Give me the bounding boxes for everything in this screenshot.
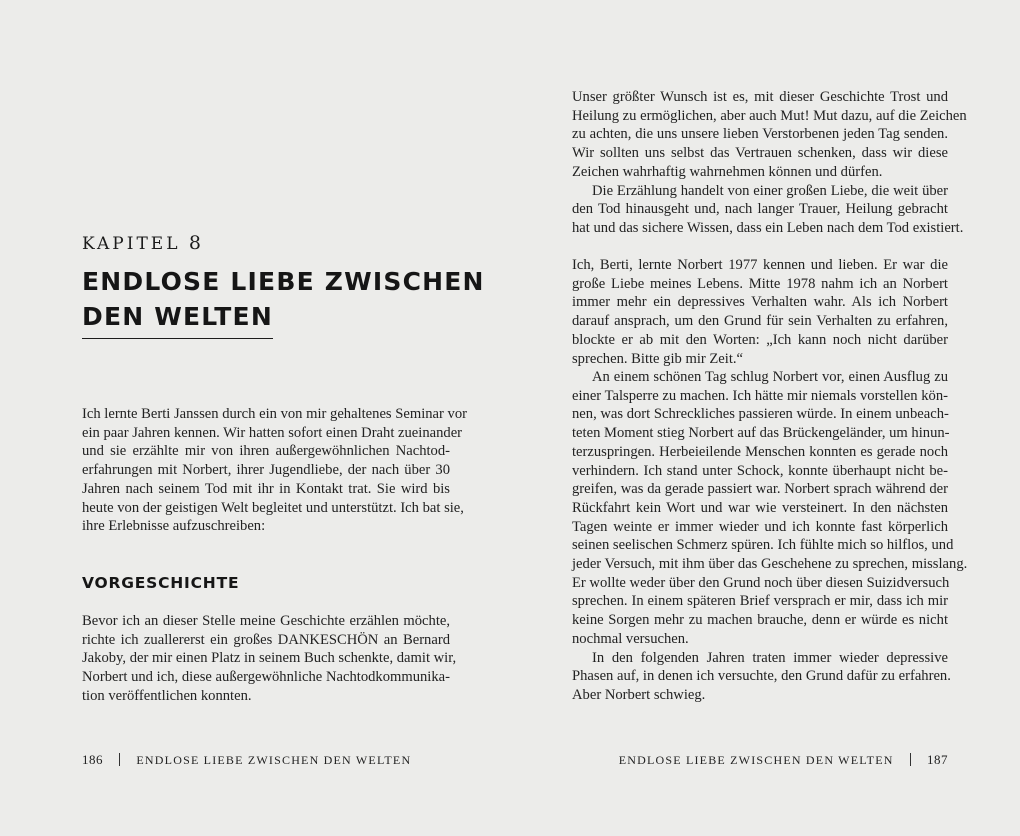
text-line: richte ich zuallererst ein großes DANKESCHÖN an Bernard xyxy=(82,631,450,648)
text-line: Zeichen wahrhaftig wahrnehmen können und dürfen. xyxy=(572,163,883,180)
text-line: Jakoby, der mir einen Platz in seinem Buch schenkte, damit wir, xyxy=(82,650,457,667)
text-line: Die Erzählung handelt von einer großen Liebe, die weit über xyxy=(592,182,948,199)
right-paragraph-4 xyxy=(572,368,968,649)
text-line: Phasen auf, in denen ich versuchte, den Grund dafür zu erfahren. xyxy=(572,668,951,685)
right-paragraph-1 xyxy=(572,88,967,182)
text-line: keine Sorgen mehr zu machen brauche, denn er würde es nicht xyxy=(572,612,948,629)
text-line: terzuspringen. Herbeieilende Menschen konnten es gerade noch xyxy=(572,443,948,460)
text-line: und sie erzählte mir von ihren außergewöhnlichen Nachtod- xyxy=(82,443,450,460)
text-line: Ich lernte Berti Janssen durch ein von mir gehaltenes Seminar vor xyxy=(82,406,467,422)
text-line: Jahren nach seinem Tod mit ihr in Kontakt trat. Sie wird bis xyxy=(82,480,450,497)
text-line: Ich, Berti, lernte Norbert 1977 kennen und lieben. Er war die xyxy=(572,257,948,273)
chapter-title-line1: ENDLOSE LIEBE ZWISCHEN xyxy=(82,267,485,296)
intro-paragraph xyxy=(82,405,467,536)
text-line: Norbert und ich, diese außergewöhnliche Nachtodkommunika- xyxy=(82,669,450,686)
text-line: den Tod hinausgeht und, nach langer Trauer, Heilung gebracht xyxy=(572,201,948,218)
page-number-left: 186 xyxy=(82,752,103,767)
text-line: tion veröffentlichen konnten. xyxy=(82,687,252,704)
text-line: blockte er ab mit den Worten: „Ich kann noch nicht darüber xyxy=(572,331,948,348)
right-paragraph-2 xyxy=(572,182,964,238)
text-line: große Liebe meines Lebens. Mitte 1978 nahm ich an Norbert xyxy=(572,275,948,292)
text-line: Tagen weinte er immer wieder und ich konnte fast körperlich xyxy=(572,518,948,535)
text-line: An einem schönen Tag schlug Norbert vor, einen Ausflug zu xyxy=(592,369,948,385)
running-title-left: ENDLOSE LIEBE ZWISCHEN DEN WELTEN xyxy=(136,753,412,767)
text-line: Rückfahrt kein Wort und war wie versteinert. In den nächsten xyxy=(572,499,948,516)
left-footer xyxy=(82,752,411,768)
right-paragraph-3 xyxy=(572,256,948,368)
text-line: hat und das sichere Wissen, dass ein Leben nach dem Tod existiert. xyxy=(572,219,964,236)
chapter-title-line2: DEN WELTEN xyxy=(82,299,273,339)
text-line: Aber Norbert schwieg. xyxy=(572,686,706,703)
chapter-label-text: KAPITEL xyxy=(82,234,181,254)
text-line: In den folgenden Jahren traten immer wieder depressive xyxy=(592,649,948,666)
text-line: Unser größter Wunsch ist es, mit dieser Geschichte Trost und xyxy=(572,89,948,105)
page-number-right: 187 xyxy=(927,752,948,767)
text-line: zu achten, die uns unsere lieben Verstorbenen jeden Tag senden. xyxy=(572,126,948,143)
text-line: seinen seelischen Schmerz spüren. Ich fühlte mich so hilflos, und xyxy=(572,537,954,554)
text-line: Wir sollten uns selbst das Vertrauen schenken, dass wir diese xyxy=(572,145,948,162)
text-line: greifen, was da gerade passiert war. Norbert sprach während der xyxy=(572,481,948,498)
footer-separator xyxy=(910,753,911,766)
section-heading: VORGESCHICHTE xyxy=(82,574,240,592)
text-line: sprechen. In einem späteren Brief versprach er mir, dass ich mir xyxy=(572,593,948,610)
text-line: immer mehr ein depressives Verhalten wahr. Als ich Norbert xyxy=(572,294,948,311)
running-title-right: ENDLOSE LIEBE ZWISCHEN DEN WELTEN xyxy=(618,753,894,767)
text-line: erfahrungen mit Norbert, ihrer Jugendliebe, der nach über 30 xyxy=(82,462,450,479)
text-line: ihre Erlebnisse aufzuschreiben: xyxy=(82,518,266,535)
text-line: jeder Versuch, mit ihm über das Geschehene zu sprechen, misslang. xyxy=(572,556,968,573)
text-line: darauf ansprach, um den Grund für sein Verhalten zu erfahren, xyxy=(572,313,948,330)
chapter-number: 8 xyxy=(188,232,201,254)
right-paragraph-5 xyxy=(572,649,951,705)
text-line: Er wollte weder über den Grund noch über diesen Suizidversuch xyxy=(572,574,950,591)
text-line: sprechen. Bitte gib mir Zeit.“ xyxy=(572,350,744,367)
text-line: heute von der geistigen Welt begleitet und unterstützt. Ich bat sie, xyxy=(82,499,464,516)
text-line: nen, was dort Schreckliches passieren würde. In einem unbeach- xyxy=(572,406,949,423)
section-paragraph xyxy=(82,612,457,706)
text-line: teten Moment stieg Norbert auf das Brückengeländer, um hinun- xyxy=(572,425,950,442)
right-page xyxy=(510,0,1020,836)
footer-separator xyxy=(119,753,120,766)
text-line: ein paar Jahren kennen. Wir hatten sofort einen Draht zueinander xyxy=(82,424,463,441)
chapter-title xyxy=(82,264,485,339)
text-line: nochmal versuchen. xyxy=(572,630,689,647)
right-footer xyxy=(619,752,948,768)
text-line: Heilung zu ermöglichen, aber auch Mut! Mut dazu, auf die Zeichen xyxy=(572,107,967,124)
text-line: einer Talsperre zu machen. Ich hätte mir niemals vorstellen kön- xyxy=(572,387,948,404)
text-line: Bevor ich an dieser Stelle meine Geschichte erzählen möchte, xyxy=(82,613,450,629)
text-line: verhindern. Ich stand unter Schock, konnte überhaupt nicht be- xyxy=(572,462,948,479)
chapter-label xyxy=(82,232,201,254)
